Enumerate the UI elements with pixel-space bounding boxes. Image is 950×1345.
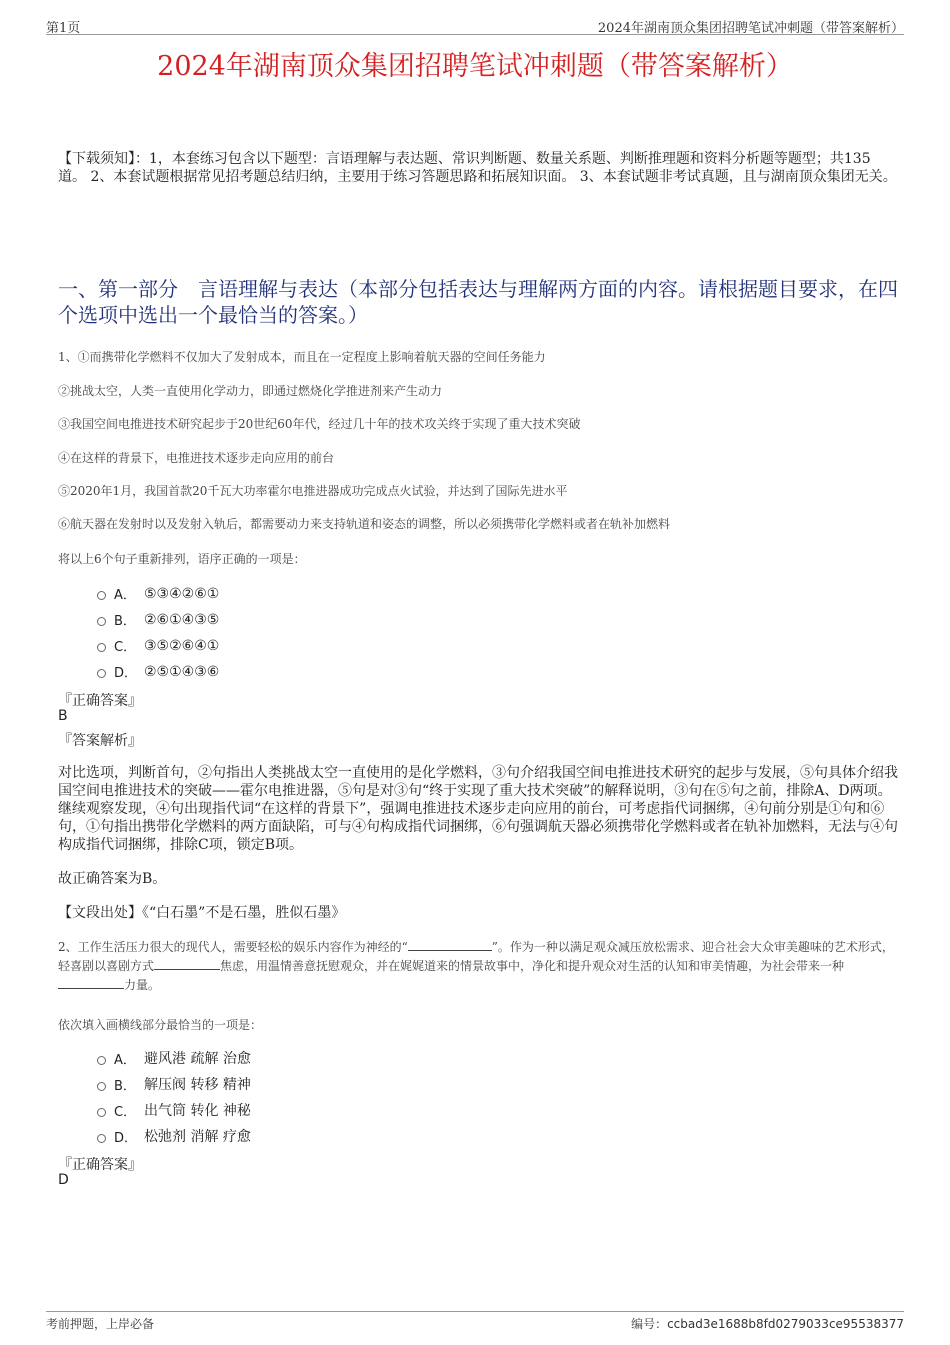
option-letter: B． [114,1078,136,1094]
radio-button-icon[interactable] [97,669,106,678]
section-title: 一、第一部分 言语理解与表达（本部分包括表达与理解两方面的内容。请根据题目要求，在四个选项中选出一个最恰当的答案。） [58,277,898,327]
blank-line [408,938,492,951]
q1-statement: ⑥航天器在发射时以及发射入轨后，都需要动力来支持轨道和姿态的调整，所以必须携带化学燃料或者在轨补加燃料 [58,517,671,531]
option-letter: A． [114,1052,136,1068]
radio-button-icon[interactable] [97,643,106,652]
q1-statement: ④在这样的背景下，电推进技术逐步走向应用的前台 [58,451,335,465]
q2-prompt: 依次填入画横线部分最恰当的一项是： [58,1018,263,1032]
download-notice: 【下载须知】：1，本套练习包含以下题型：言语理解与表达题、常识判断题、数量关系题、判断推理题和资料分析题等题型；共135道。 2、本套试题根据常见招考题总结归纳，主要用于练习答题思路和拓展知识面。 3、本套试题非考试真题，且与湖南顶众集团无关。 [58,151,897,185]
option-letter: D． [114,1130,138,1146]
blank-line [58,976,124,989]
header-page-number: 第1页 [46,21,81,36]
q2-text: 2、工作生活压力很大的现代人，需要轻松的娱乐内容作为神经的“ [58,940,408,954]
option-letter: A． [114,588,136,603]
blank-line [154,957,220,970]
q2-question [58,938,900,995]
q1-source: 【文段出处】《“白石墨”不是石墨，胜似石墨》 [58,905,346,921]
q2-text: 焦虑，用温情善意抚慰观众，并在娓娓道来的情景故事中，净化和提升观众对生活的认知和审美情趣，为社会带来一种 [220,959,845,973]
option-text: ②⑤①④③⑥ [144,663,220,680]
option-text: ③⑤②⑥④① [144,637,220,654]
q1-statement: 1、①而携带化学燃料不仅加大了发射成本，而且在一定程度上影响着航天器的空间任务能力 [58,350,546,364]
q2-option-a[interactable] [97,1048,251,1068]
q1-option-c[interactable] [97,636,219,655]
q2-text: ”。作为一种以满足观众减压放松需求、迎合社会大众审美趣味的艺术形式，轻喜剧以喜剧方式 [58,940,894,973]
q2-answer: D [58,1172,69,1188]
q1-prompt: 将以上6个句子重新排列，语序正确的一项是： [58,552,306,566]
option-letter: C． [114,1104,137,1120]
q2-option-b[interactable] [97,1074,251,1094]
q1-conclusion: 故正确答案为B。 [58,871,167,887]
footer-divider [46,1311,904,1312]
option-text: ⑤③④②⑥① [144,585,220,602]
footer-doc-id: 编号：ccbad3e1688b8fd0279033ce95538377 [631,1317,904,1331]
q1-statement: ②挑战太空，人类一直使用化学动力，即通过燃烧化学推进剂来产生动力 [58,384,443,398]
option-text: 避风港 疏解 治愈 [144,1051,251,1067]
q2-option-d[interactable] [97,1126,251,1146]
radio-button-icon[interactable] [97,617,106,626]
q1-answer-label: 『正确答案』 [58,693,142,709]
q2-option-c[interactable] [97,1100,251,1120]
header-divider [46,34,904,35]
radio-button-icon[interactable] [97,1134,106,1143]
radio-button-icon[interactable] [97,1108,106,1117]
option-letter: B． [114,614,136,629]
option-text: 解压阀 转移 精神 [144,1077,251,1093]
q2-text: 力量。 [124,978,161,992]
q1-statement: ⑤2020年1月，我国首款20千瓦大功率霍尔电推进器成功完成点火试验，并达到了国际先进水平 [58,484,568,498]
q1-option-d[interactable] [97,662,219,681]
q1-answer: B [58,708,68,724]
q1-analysis-label: 『答案解析』 [58,733,142,749]
footer-slogan: 考前押题，上岸必备 [46,1317,155,1331]
page-title: 2024年湖南顶众集团招聘笔试冲刺题（带答案解析） [157,51,793,82]
q1-statement: ③我国空间电推进技术研究起步于20世纪60年代，经过几十年的技术攻关终于实现了重大技术突破 [58,417,581,431]
header-doc-title: 2024年湖南顶众集团招聘笔试冲刺题（带答案解析） [597,21,904,36]
q1-option-a[interactable] [97,584,219,603]
radio-button-icon[interactable] [97,1056,106,1065]
radio-button-icon[interactable] [97,1082,106,1091]
radio-button-icon[interactable] [97,591,106,600]
option-letter: D． [114,666,138,681]
option-letter: C． [114,640,137,655]
q1-option-b[interactable] [97,610,219,629]
option-text: 出气筒 转化 神秘 [144,1103,251,1119]
option-text: 松弛剂 消解 疗愈 [144,1129,251,1145]
q1-analysis: 对比选项，判断首句，②句指出人类挑战太空一直使用的是化学燃料，③句介绍我国空间电推进技术研究的起步与发展，⑤句具体介绍我国空间电推进技术的突破——霍尔电推进器，⑤句是对③句“终于实现了重大技术突破”的解释说明，③句在⑤句之前，排除A、D两项。继续观察发现，④句出现指代词“在这样的背景下”，强调电推进技术逐步走向应用的前台，可考虑指代词捆绑，④句前分别是①句和⑥句，①句指出携带化学燃料的两方面缺陷，可与④句构成指代词捆绑，⑥句强调航天器必须携带化学燃料或者在轨补加燃料，无法与④句构成指代词捆绑，排除C项，锁定B项。 [58,765,898,853]
q2-answer-label: 『正确答案』 [58,1157,142,1173]
option-text: ②⑥①④③⑤ [144,611,220,628]
